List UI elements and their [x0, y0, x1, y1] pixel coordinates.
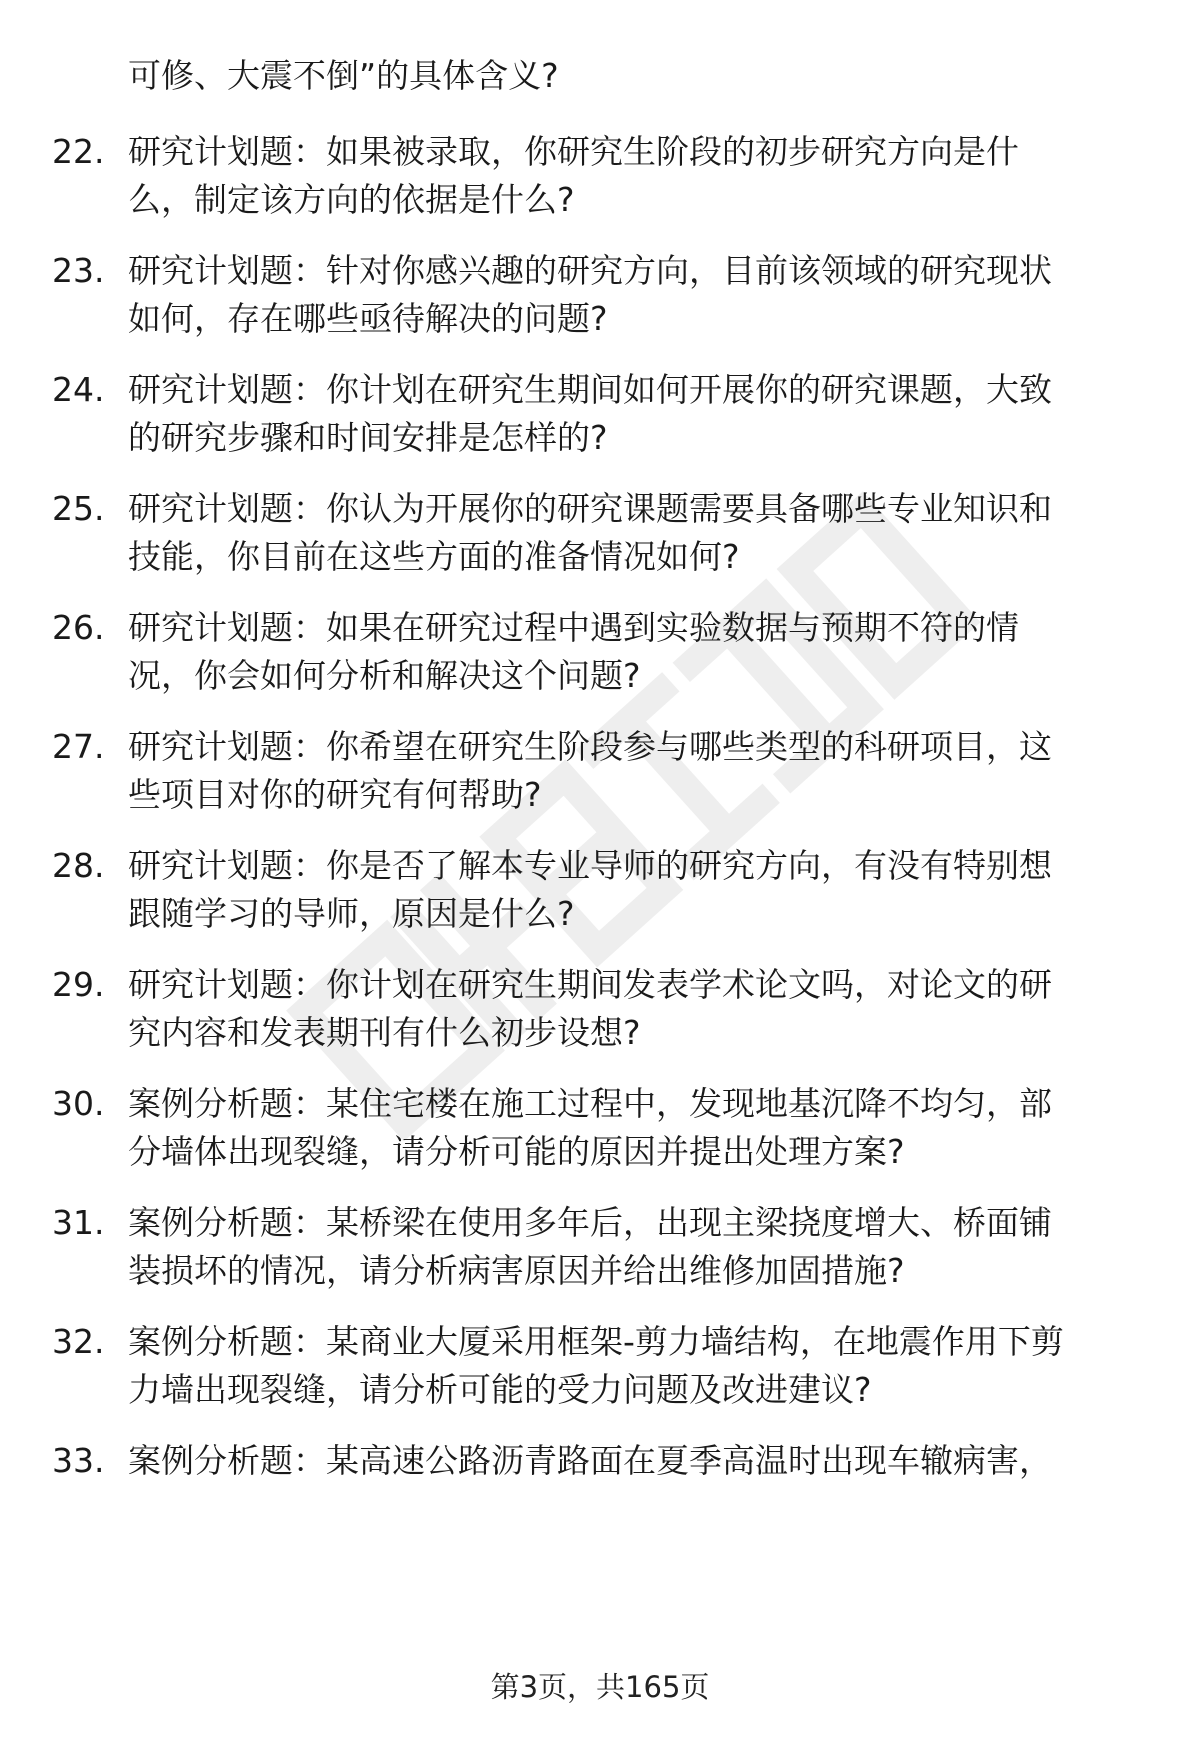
- question-line: 研究计划题：如果被录取，你研究生阶段的初步研究方向是什: [128, 132, 1019, 171]
- question-number: 22.: [52, 132, 105, 171]
- question-line: 案例分析题：某高速公路沥青路面在夏季高温时出现车辙病害，: [128, 1441, 1052, 1480]
- question-line: 研究计划题：如果在研究过程中遇到实验数据与预期不符的情: [128, 608, 1019, 647]
- question-number: 31.: [52, 1203, 105, 1242]
- question-line: 如何，存在哪些亟待解决的问题?: [128, 299, 608, 338]
- question-line: 案例分析题：某桥梁在使用多年后，出现主梁挠度增大、桥面铺: [128, 1203, 1052, 1242]
- question-line: 案例分析题：某商业大厦采用框架-剪力墙结构，在地震作用下剪: [128, 1322, 1064, 1361]
- lead-line: 可修、大震不倒”的具体含义?: [128, 56, 559, 95]
- question-line: 研究计划题：你希望在研究生阶段参与哪些类型的科研项目，这: [128, 727, 1052, 766]
- question-number: 23.: [52, 251, 105, 290]
- question-number: 33.: [52, 1441, 105, 1480]
- question-line: 装损坏的情况，请分析病害原因并给出维修加固措施?: [128, 1251, 905, 1290]
- question-number: 27.: [52, 727, 105, 766]
- question-line: 技能，你目前在这些方面的准备情况如何?: [128, 537, 740, 576]
- question-number: 29.: [52, 965, 105, 1004]
- question-line: 研究计划题：你计划在研究生期间如何开展你的研究课题，大致: [128, 370, 1052, 409]
- question-line: 究内容和发表期刊有什么初步设想?: [128, 1013, 641, 1052]
- question-number: 26.: [52, 608, 105, 647]
- question-line: 力墙出现裂缝，请分析可能的受力问题及改进建议?: [128, 1370, 872, 1409]
- question-line: 些项目对你的研究有何帮助?: [128, 775, 542, 814]
- question-line: 分墙体出现裂缝，请分析可能的原因并提出处理方案?: [128, 1132, 905, 1171]
- question-number: 32.: [52, 1322, 105, 1361]
- question-line: 研究计划题：针对你感兴趣的研究方向，目前该领域的研究现状: [128, 251, 1052, 290]
- question-line: 研究计划题：你计划在研究生期间发表学术论文吗，对论文的研: [128, 965, 1052, 1004]
- question-line: 况，你会如何分析和解决这个问题?: [128, 656, 641, 695]
- question-number: 28.: [52, 846, 105, 885]
- question-line: 研究计划题：你认为开展你的研究课题需要具备哪些专业知识和: [128, 489, 1052, 528]
- question-line: 么，制定该方向的依据是什么?: [128, 180, 575, 219]
- question-line: 研究计划题：你是否了解本专业导师的研究方向，有没有特别想: [128, 846, 1052, 885]
- question-number: 25.: [52, 489, 105, 528]
- question-number: 24.: [52, 370, 105, 409]
- page-footer: 第3页，共165页: [490, 1670, 710, 1704]
- question-number: 30.: [52, 1084, 105, 1123]
- question-line: 案例分析题：某住宅楼在施工过程中，发现地基沉降不均匀，部: [128, 1084, 1052, 1123]
- question-line: 的研究步骤和时间安排是怎样的?: [128, 418, 608, 457]
- question-line: 跟随学习的导师，原因是什么?: [128, 894, 575, 933]
